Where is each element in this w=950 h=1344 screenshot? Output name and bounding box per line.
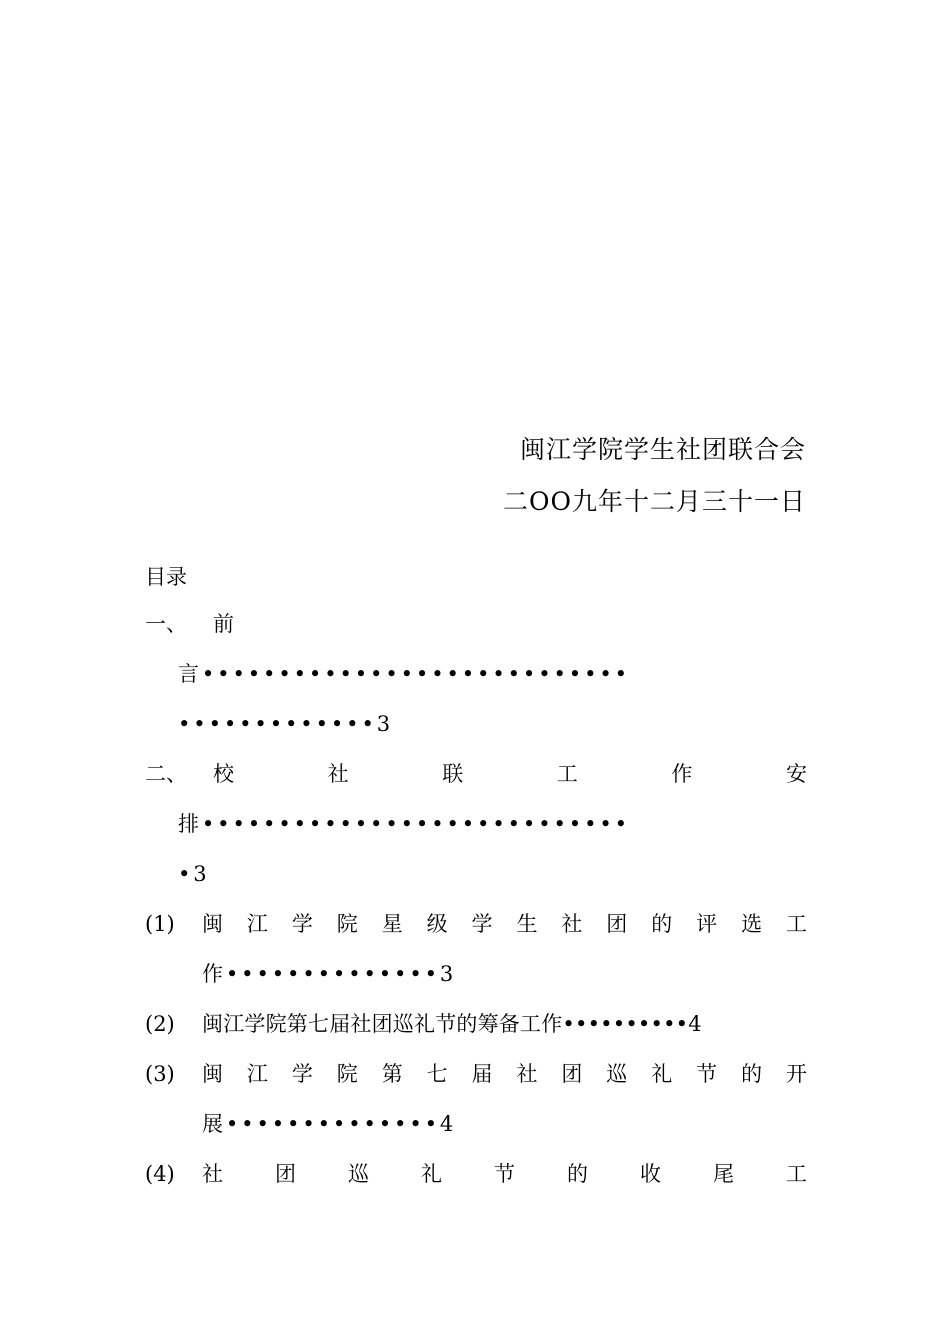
toc-char: 社 bbox=[202, 1162, 223, 1186]
toc-char: 团 bbox=[561, 1062, 583, 1086]
toc-char: 院 bbox=[336, 1062, 358, 1086]
toc-char: 届 bbox=[471, 1062, 493, 1086]
toc-char: 闽 bbox=[202, 912, 223, 936]
toc-entry-line bbox=[213, 609, 243, 639]
toc-char: 闽 bbox=[202, 1062, 223, 1086]
toc-leader-line: 展••••••••••••••4 bbox=[202, 1112, 457, 1136]
toc-char: 工 bbox=[556, 762, 578, 786]
toc-char: 的 bbox=[651, 912, 673, 936]
toc-page-number-line: •••••••••••••3 bbox=[178, 712, 393, 736]
toc-char: 社 bbox=[516, 1062, 538, 1086]
toc-char: 工 bbox=[785, 912, 807, 936]
toc-entry-line bbox=[202, 1059, 807, 1089]
toc-char: 江 bbox=[246, 912, 268, 936]
toc-char: 尾 bbox=[713, 1162, 734, 1186]
toc-char: 的 bbox=[741, 1062, 763, 1086]
toc-char: 生 bbox=[516, 912, 538, 936]
toc-char: 社 bbox=[327, 762, 349, 786]
toc-char: 巡 bbox=[606, 1062, 628, 1086]
toc-char: 前 bbox=[213, 612, 234, 636]
toc-leader-line: 作••••••••••••••3 bbox=[202, 962, 457, 986]
toc-marker: (2) bbox=[145, 1012, 175, 1036]
toc-char: 工 bbox=[786, 1162, 807, 1186]
toc-marker: (3) bbox=[145, 1062, 175, 1086]
toc-char: 团 bbox=[275, 1162, 296, 1186]
document-date: 二OO九年十二月三十一日 bbox=[503, 487, 806, 516]
toc-char: 礼 bbox=[421, 1162, 442, 1186]
toc-entry-line bbox=[202, 909, 807, 939]
toc-char: 选 bbox=[741, 912, 763, 936]
toc-char: 收 bbox=[640, 1162, 661, 1186]
toc-char: 江 bbox=[246, 1062, 268, 1086]
toc-char: 学 bbox=[291, 1062, 313, 1086]
toc-page-number-line: •3 bbox=[178, 862, 210, 886]
toc-marker: (1) bbox=[145, 912, 175, 936]
toc-char: 节 bbox=[494, 1162, 515, 1186]
toc-char: 学 bbox=[471, 912, 493, 936]
toc-char: 节 bbox=[696, 1062, 718, 1086]
toc-char: 的 bbox=[567, 1162, 588, 1186]
toc-marker: 一、 bbox=[145, 612, 187, 636]
toc-title: 目录 bbox=[145, 565, 187, 589]
toc-char: 第 bbox=[381, 1062, 403, 1086]
toc-char: 社 bbox=[561, 912, 583, 936]
toc-entry-line bbox=[202, 1159, 807, 1189]
toc-char: 七 bbox=[426, 1062, 448, 1086]
toc-char: 院 bbox=[336, 912, 358, 936]
toc-entry-line bbox=[213, 759, 807, 789]
toc-char: 团 bbox=[606, 912, 628, 936]
toc-entry-line: 闽江学院第七届社团巡礼节的筹备工作••••••••••4 bbox=[202, 1012, 702, 1036]
toc-char: 作 bbox=[671, 762, 693, 786]
organization-name: 闽江学院学生社团联合会 bbox=[519, 435, 806, 464]
toc-char: 开 bbox=[785, 1062, 807, 1086]
toc-leader-line: 排•••••••••••••••••••••••••••• bbox=[178, 812, 630, 836]
toc-marker: 二、 bbox=[145, 762, 187, 786]
toc-char: 级 bbox=[426, 912, 448, 936]
toc-char: 校 bbox=[213, 762, 234, 786]
toc-marker: (4) bbox=[145, 1162, 175, 1186]
toc-char: 安 bbox=[785, 762, 807, 786]
toc-char: 星 bbox=[381, 912, 403, 936]
toc-char: 巡 bbox=[348, 1162, 369, 1186]
toc-char: 联 bbox=[442, 762, 464, 786]
toc-char: 学 bbox=[291, 912, 313, 936]
toc-char: 礼 bbox=[651, 1062, 673, 1086]
toc-leader-line: 言•••••••••••••••••••••••••••• bbox=[178, 662, 630, 686]
toc-char: 评 bbox=[696, 912, 718, 936]
